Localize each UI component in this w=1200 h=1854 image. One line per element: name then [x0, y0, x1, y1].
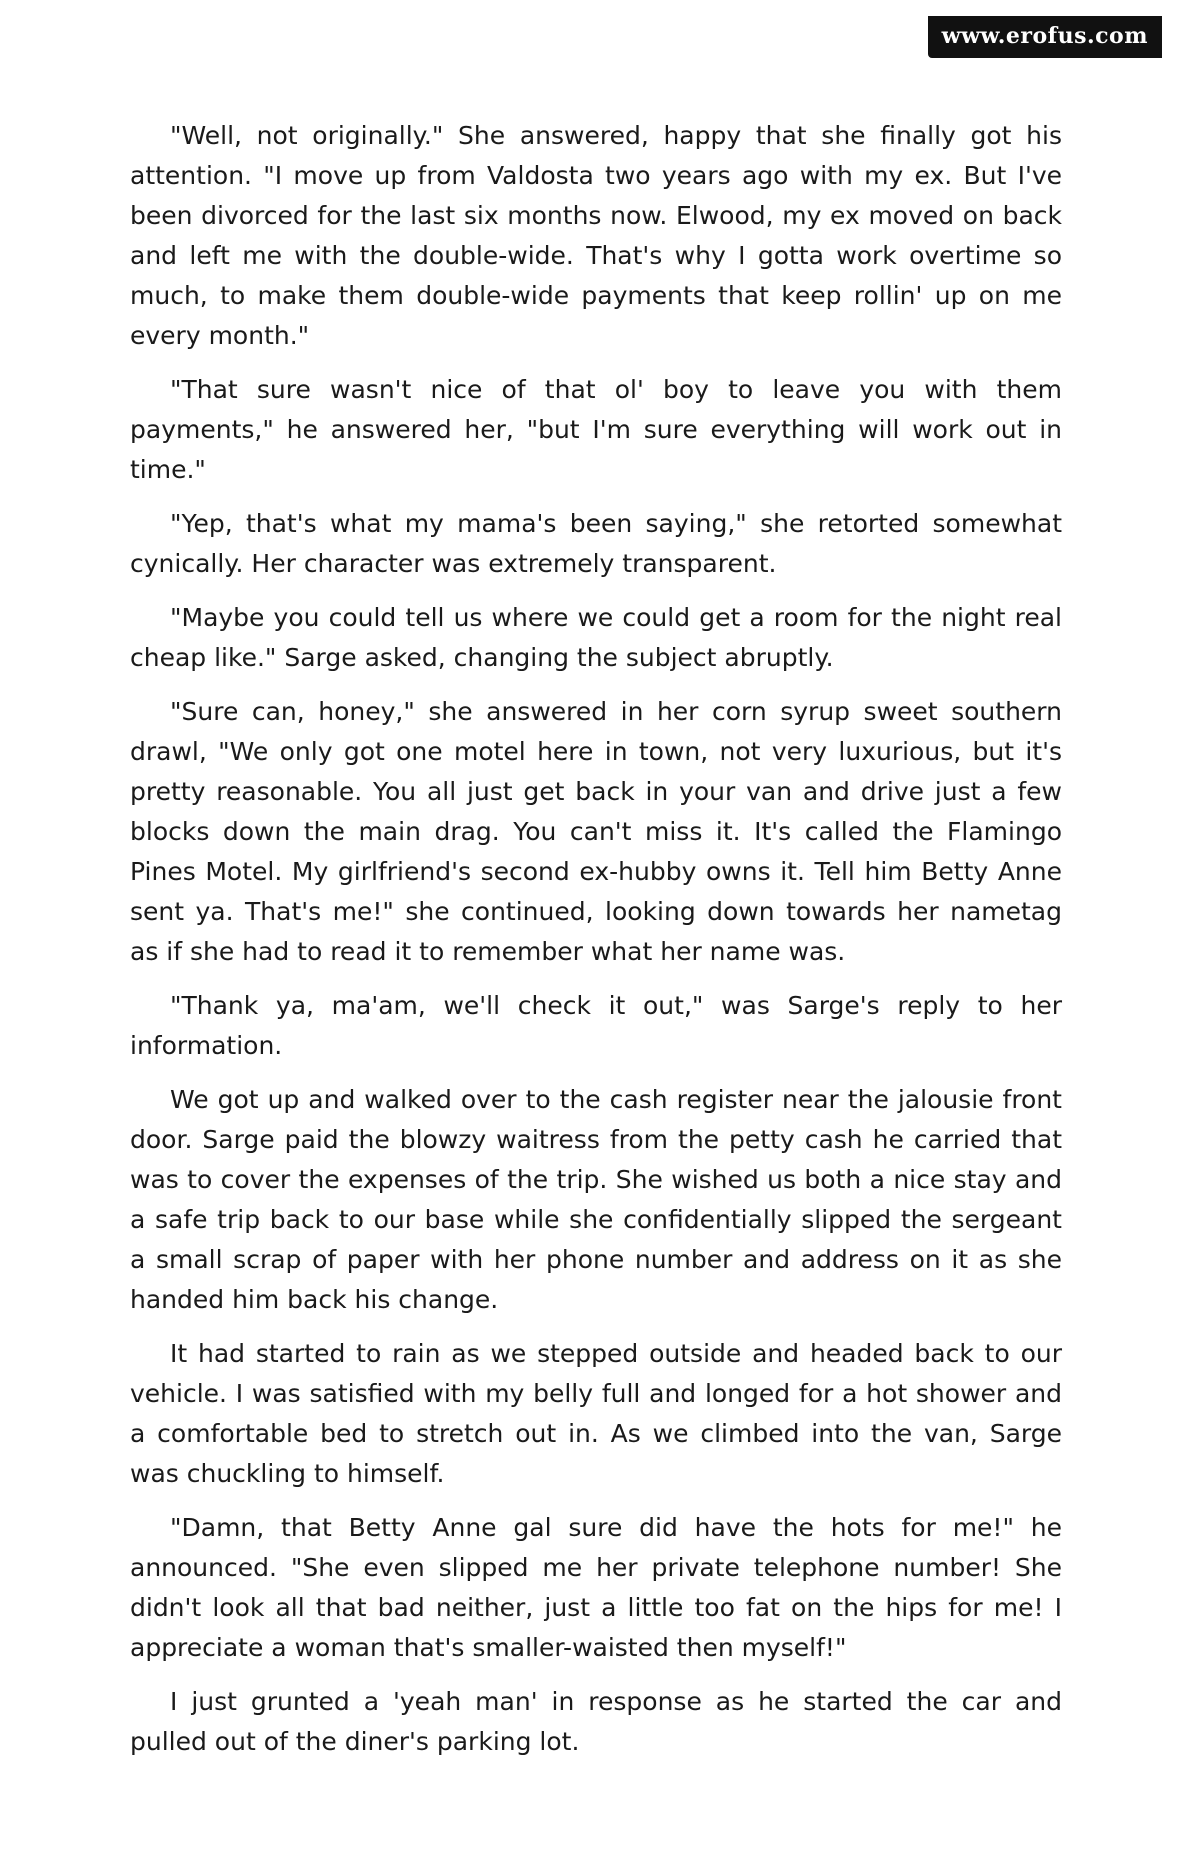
paragraph: "That sure wasn't nice of that ol' boy to leave you with them payments," he answered her, "but I'm sure everything will work out in time." [130, 375, 1062, 484]
paragraph: "Damn, that Betty Anne gal sure did have the hots for me!" he announced. "She even slipped me her private telephone number! She didn't look all that bad neither, just a little too fat on the hips for me! I appreciate a woman that's smaller-waisted then myself!" [130, 1513, 1062, 1662]
site-watermark: www.erofus.com [928, 16, 1162, 58]
paragraph: "Thank ya, ma'am, we'll check it out," was Sarge's reply to her information. [130, 991, 1062, 1060]
paragraph: "Yep, that's what my mama's been saying," she retorted somewhat cynically. Her character was extremely transparent. [130, 509, 1062, 578]
story-text-body [130, 116, 1062, 1776]
paragraph: It had started to rain as we stepped outside and headed back to our vehicle. I was satisfied with my belly full and longed for a hot shower and a comfortable bed to stretch out in. As we climbed into the van, Sarge was chuckling to himself. [130, 1339, 1062, 1488]
paragraph: We got up and walked over to the cash register near the jalousie front door. Sarge paid the blowzy waitress from the petty cash he carried that was to cover the expenses of the trip. She wished us both a nice stay and a safe trip back to our base while she confidentially slipped the sergeant a small scrap of paper with her phone number and address on it as she handed him back his change. [130, 1085, 1062, 1314]
paragraph: I just grunted a 'yeah man' in response as he started the car and pulled out of the diner's parking lot. [130, 1687, 1062, 1756]
paragraph: "Sure can, honey," she answered in her corn syrup sweet southern drawl, "We only got one motel here in town, not very luxurious, but it's pretty reasonable. You all just get back in your van and drive just a few blocks down the main drag. You can't miss it. It's called the Flamingo Pines Motel. My girlfriend's second ex-hubby owns it. Tell him Betty Anne sent ya. That's me!" she continued, looking down towards her nametag as if she had to read it to remember what her name was. [130, 697, 1062, 966]
paragraph: "Maybe you could tell us where we could get a room for the night real cheap like." Sarge asked, changing the subject abruptly. [130, 603, 1062, 672]
paragraph: "Well, not originally." She answered, happy that she finally got his attention. "I move up from Valdosta two years ago with my ex. But I've been divorced for the last six months now. Elwood, my ex moved on back and left me with the double-wide. That's why I gotta work overtime so much, to make them double-wide payments that keep rollin' up on me every month." [130, 121, 1062, 350]
